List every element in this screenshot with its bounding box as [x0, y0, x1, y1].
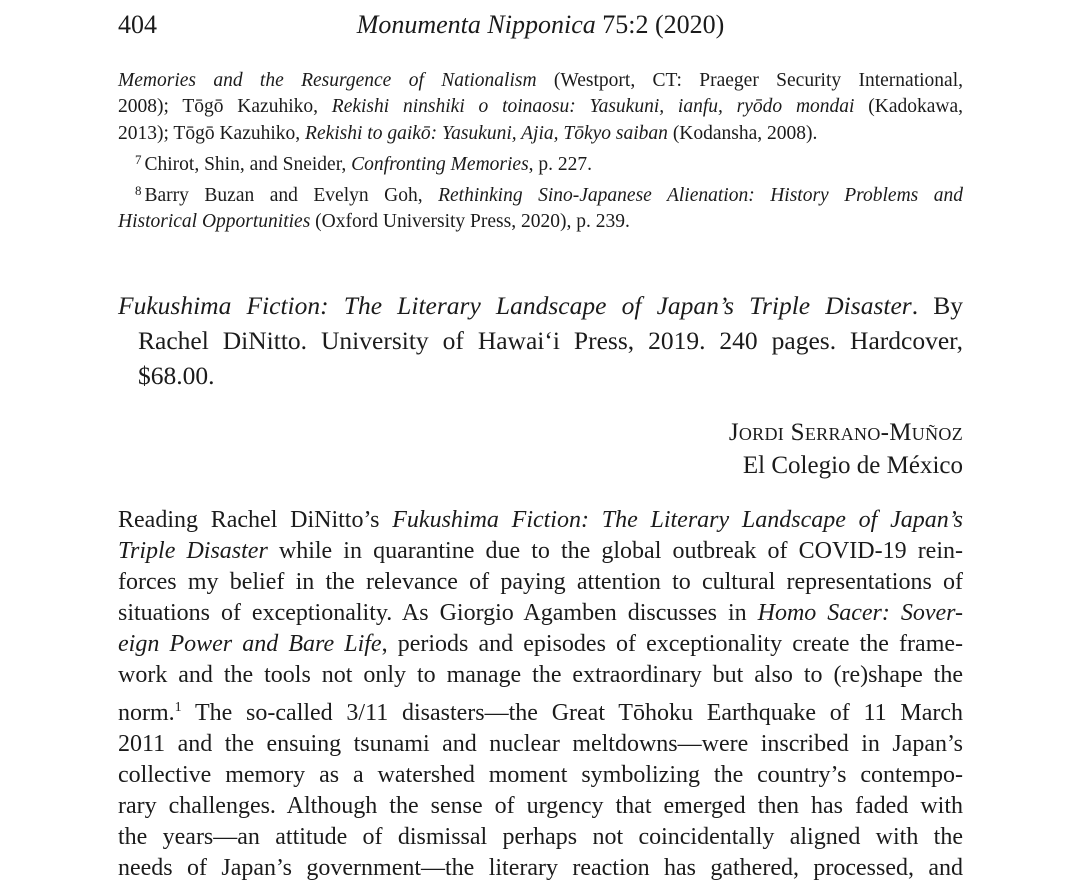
- running-head: [118, 8, 963, 42]
- footnote-number: 8: [135, 183, 142, 199]
- footnote-text: (Oxford University Press, 2020), p. 239.: [310, 211, 630, 233]
- cited-title: Historical Opportunities: [118, 211, 311, 233]
- footnote-text: 2013); Tōgō Kazuhiko,: [118, 122, 306, 144]
- body-line: 2011 and the ensuing tsunami and nuclear meltdowns—were inscribed in Japan’s: [118, 730, 963, 757]
- body-line: [118, 629, 963, 660]
- footnote-number: 7: [135, 151, 142, 167]
- cited-title: Rekishi to gaikō: Yasukuni, Ajia, Tōkyo saiban: [305, 122, 668, 144]
- body-line: [118, 598, 963, 629]
- footnote-text: 2008); Tōgō Kazuhiko,: [118, 96, 332, 118]
- footnote-text: (Westport, CT: Praeger Security International,: [536, 70, 963, 91]
- cited-title: Confronting Memories: [351, 153, 529, 175]
- footnote-text: Chirot, Shin, and Sneider,: [144, 153, 352, 175]
- book-heading-line: [118, 288, 963, 323]
- book-heading: [118, 288, 963, 393]
- review-body: [118, 505, 963, 884]
- book-price: $68.00.: [138, 361, 215, 390]
- cited-title: eign Power and Bare Life: [118, 631, 382, 658]
- cited-title: Rethinking Sino-Japanese Alienation: History Problems and: [438, 185, 963, 207]
- footnote-line: [118, 68, 963, 94]
- body-text: The so-called 3/11 disasters—the Great Tōhoku Earthquake of 11 March: [181, 699, 963, 726]
- body-line: [118, 505, 963, 536]
- page-number: 404: [118, 10, 157, 39]
- footnote-reference[interactable]: 1: [174, 699, 182, 715]
- body-line: [118, 692, 963, 729]
- cited-title: Homo Sacer: Sover-: [757, 600, 963, 627]
- body-text: while in quarantine due to the global outbreak of COVID-19 rein-: [267, 538, 963, 565]
- book-title: Fukushima Fiction: The Literary Landscape of Japan’s Triple Disaster: [118, 291, 912, 320]
- body-line: needs of Japan’s government—the literary reaction has gathered, processed, and: [118, 855, 963, 882]
- body-text: situations of exceptionality. As Giorgio Agamben discusses in: [118, 600, 758, 627]
- body-line: the years—an attitude of dismissal perhaps not coincidentally aligned with the: [118, 823, 963, 850]
- footnote-line: [118, 94, 963, 120]
- body-line: rary challenges. Although the sense of urgency that emerged then has faded with: [118, 792, 963, 819]
- footnote-8: [118, 178, 963, 209]
- journal-name: Monumenta Nipponica: [356, 10, 596, 39]
- footnote-text: , p. 227.: [528, 153, 593, 175]
- body-text: Reading Rachel DiNitto’s: [118, 507, 393, 533]
- body-line: collective memory as a watershed moment symbolizing the country’s contempo-: [118, 761, 963, 788]
- cited-title: Memories and the Resurgence of Nationalism: [118, 70, 537, 91]
- cited-title: Triple Disaster: [118, 538, 268, 565]
- journal-title: [118, 8, 963, 42]
- footnote-text: Barry Buzan and Evelyn Goh,: [144, 185, 439, 207]
- body-line: work and the tools not only to manage the extraordinary but also to (re)shape the: [118, 662, 963, 689]
- cited-title: Fukushima Fiction: The Literary Landscape of Japan’s: [392, 507, 963, 533]
- body-text: norm.: [118, 699, 175, 726]
- body-line: forces my belief in the relevance of paying attention to cultural representations of: [118, 569, 963, 596]
- reviewer-name: Jordi Serrano-Muñoz: [728, 419, 963, 446]
- book-heading-line: Rachel DiNitto. University of Hawai‘i Press, 2019. 240 pages. Hardcover,: [138, 326, 963, 355]
- body-line: [118, 536, 963, 567]
- footnote-line: [118, 209, 963, 235]
- journal-issue: 75:2 (2020): [602, 10, 725, 39]
- footnote-text: (Kodansha, 2008).: [667, 122, 818, 144]
- body-text: , periods and episodes of exceptionality create the frame-: [381, 631, 964, 658]
- cited-title: Rekishi ninshiki o toinaosu: Yasukuni, ianfu, ryōdo mondai: [331, 96, 855, 118]
- reviewer-affiliation: El Colegio de México: [742, 452, 963, 479]
- footnotes: [118, 68, 963, 236]
- footnote-line: [118, 121, 963, 147]
- footnote-7: [118, 147, 963, 178]
- reviewer-block: [729, 416, 963, 482]
- footnote-text: (Kadokawa,: [854, 96, 964, 118]
- book-by: . By: [911, 291, 963, 320]
